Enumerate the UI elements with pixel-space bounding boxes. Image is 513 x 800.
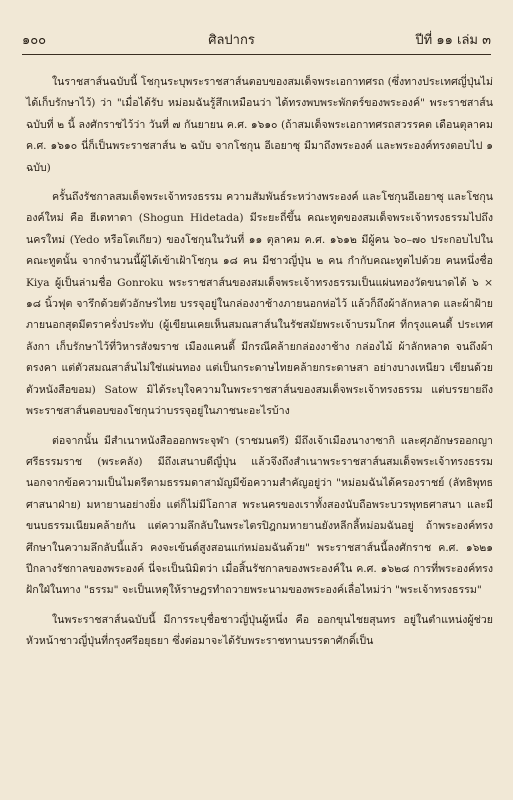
paragraph: ครั้นถึงรัชกาลสมเด็จพระเจ้าทรงธรรม ความสัมพันธ์ระหว่างพระองค์ และโชกุนอีเอยาซุ และโชกุนองค์ใหม่ คือ ฮีเดทาดา (Shogun Hidetada) มีระยะถี่ขึ้น คณะทูตของสมเด็จพระเจ้าทรงธรรมไปถึงนครใหม่ (Yedo หรือโตเกียว) ของโชกุนในวันที่ ๑๑ ตุลาคม ค.ศ. ๑๖๑๒ มีผู้คน ๖๐–๗๐ ประกอบไปในคณะทูตนั้น จากจำนวนนี้ผู้ได้เข้าเฝ้าโชกุน ๑๘ คน มีชาวญี่ปุ่น ๒ คน กำกับคณะทูตไปด้วย คนหนึ่งชื่อ Kiya ผู้เป็นล่ามชื่อ Gonroku พระราชสาส์นของสมเด็จพระเจ้าทรงธรรมเป็นแผ่นทองวัดขนาดได้ ๖ × ๑๘ นิ้วฟุต จารึกด้วยตัวอักษรไทย บรรจุอยู่ในกล่องงาช้างภายนอกห่อไว้ แล้วก็ถึงผ้าลักหลาด และผ้าฝ้าย ภายนอกสุดมีตราครั่งประทับ (ผู้เขียนเคยเห็นสมณสาส์นในรัชสมัยพระเจ้าบรมโกศ ที่กรุงแคนดี้ ประเทศลังกา เก็บรักษาไว้ที่วิหารสังฆราช เมืองแคนดี้ มีกรณีคล้ายกล่องงาช้าง กล่องไม้ ผ้าลักหลาด จนถึงผ้าตรงคา แต่ตัวสมณสาส์นไม่ใช่แผ่นทอง แต่เป็นกระดาษไทยคล้ายกระดาษสา อย่างบางเหนียว เขียนด้วยตัวหนังสือขอม) Satow มิได้ระบุใจความในพระราชสาส์นของสมเด็จพระเจ้าทรงธรรม แต่บรรยายถึงพระราชสาส์นตอบของโชกุนว่าบรรจุอยู่ในภาชนะอะไรบ้าง [26,191,493,418]
header-rule [22,54,491,55]
paragraph: ในพระราชสาส์นฉบับนี้ มีการระบุชื่อชาวญี่ปุ่นผู้หนึ่ง คือ ออกขุนไชยสุนทร อยู่ในตำแหน่งผู้ช่วยหัวหน้าชาวญี่ปุ่นที่กรุงศรีอยุธยา ซึ่งต่อมาจะได้รับพระราชทานบรรดาศักดิ์เป็น [26,613,493,648]
paragraph: ต่อจากนั้น มีสำเนาหนังสือออกพระจุฬา (ราชมนตรี) มีถึงเจ้าเมืองนางาซากิ และศุภอักษรออกญาศรีธรรมราช (พระคลัง) มีถึงเสนาบดีญี่ปุ่น แล้วจึงถึงสำเนาพระราชสาส์นสมเด็จพระเจ้าทรงธรรม นอกจากข้อความเป็นไมตรีตามธรรมดาสามัญมีข้อความสำคัญอยู่ว่า "หม่อมฉันได้ครองราชย์ (ลัทธิพุทธศาสนาฝ่าย) มหายานอย่างยิ่ง แต่ก็ไม่มีโอกาส พระนครของเราทั้งสองนับถือพระบวรพุทธศาสนา และมีขนบธรรมเนียมคล้ายกัน แต่ความลึกลับในพระไตรปิฎกมหายานยังหลีกลี้หม่อมฉันอยู่ ถ้าพระองค์ทรงศึกษาในความลึกลับนี้แล้ว คงจะเข้นด์สูงสอนแก่หม่อมฉันด้วย" พระราชสาส์นนี้ลงศักราช ค.ศ. ๑๖๒๑ ปีกลางรัชกาลของพระองค์ นี่จะเป็นนิมิตว่า เมื่อสิ้นรัชกาลของพระองค์ใน ค.ศ. ๑๖๒๘ การที่พระองค์ทรงฝักใฝ่ในทาง "ธรรม" จะเป็นเหตุให้ราษฎรทำถวายพระนามของพระองค์เลื่อไหม่ว่า "พระเจ้าทรงธรรม" [26,434,493,597]
article-body [26,72,493,653]
volume-issue: ปีที่ ๑๑ เล่ม ๓ [415,33,491,48]
page-number: ๑๐๐ [22,33,47,48]
journal-title: ศิลปากร [208,33,255,48]
paragraph: ในราชสาส์นฉบับนี้ โชกุนระบุพระราชสาส์นตอบของสมเด็จพระเอกาทศรถ (ซึ่งทางประเทศญี่ปุ่นไม่ได้เก็บรักษาไว้) ว่า "เมื่อได้รับ หม่อมฉันรู้สึกเหมือนว่า ได้ทรงพบพระพักตร์ของพระองค์" พระราชสาส์นฉบับที่ ๒ นี้ ลงศักราชไว้ว่า วันที่ ๗ กันยายน ค.ศ. ๑๖๑๐ (ถ้าสมเด็จพระเอกาทศรถสวรรคต เดือนตุลาคม ค.ศ. ๑๖๑๐ นี่ก็เป็นพระราชสาส์น ๒ ฉบับ จากโชกุน อีเอยาซุ มีมาถึงพระองค์ และพระองค์ทรงตอบไป ๑ ฉบับ) [26,76,493,174]
running-header [22,24,491,50]
